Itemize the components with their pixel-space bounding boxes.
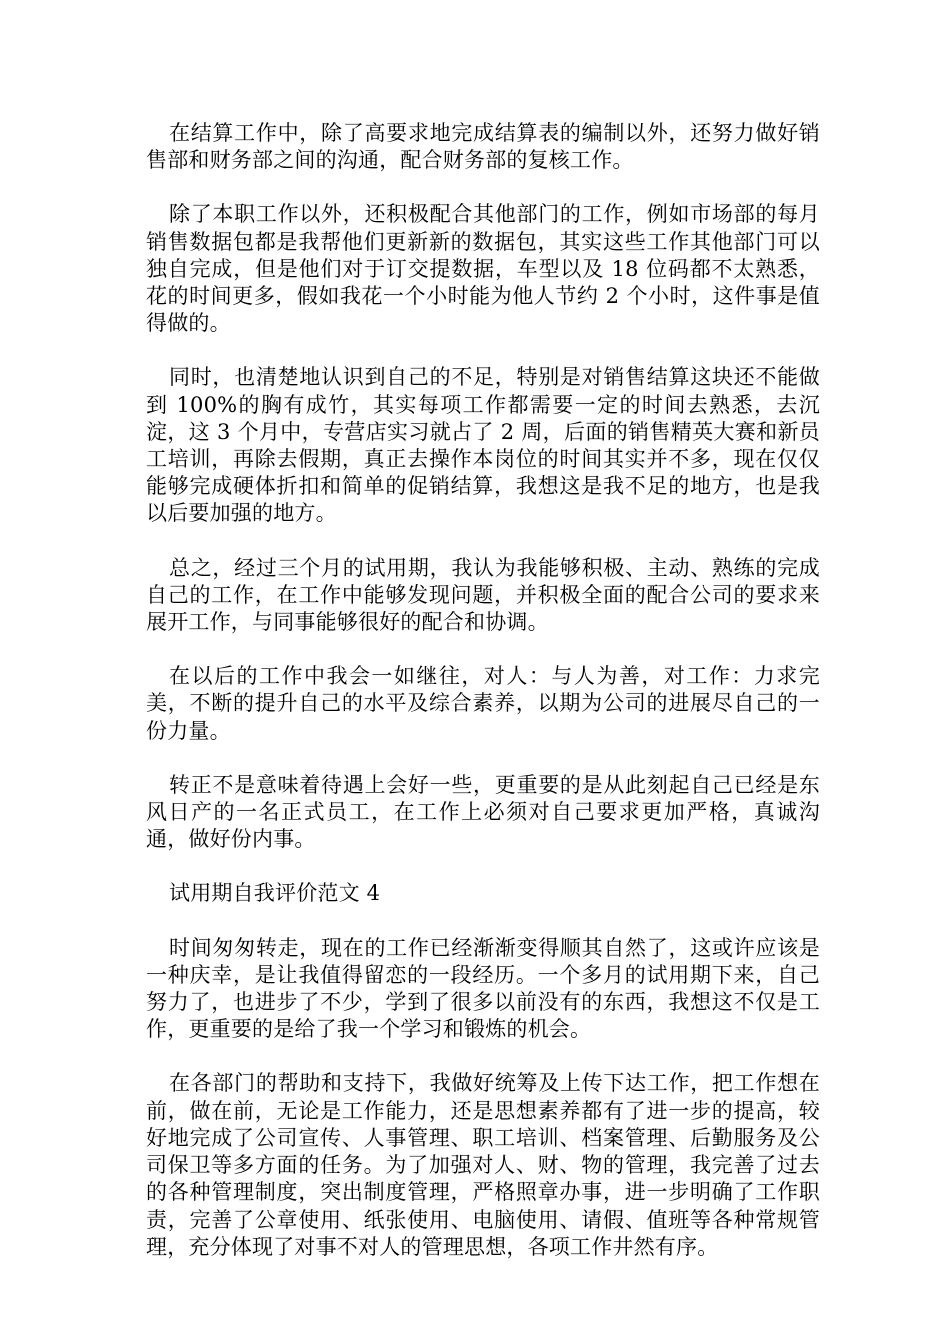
section-heading: 试用期自我评价范文 4 [169,881,381,906]
paragraph-settlement-work: 在结算工作中，除了高要求地完成结算表的编制以外，还努力做好销售部和财务部之间的沟通，配合财务部的复核工作。 [146,121,820,173]
paragraph-formal-employee: 转正不是意味着待遇上会好一些，更重要的是从此刻起自己已经是东风日产的一名正式员工，在工作上必须对自己要求更加严格，真诚沟通，做好份内事。 [146,772,820,852]
paragraph-shortcomings: 同时，也清楚地认识到自己的不足，特别是对销售结算这块还不能做到 100%的胸有成竹，其实每项工作都需要一定的时间去熟悉，去沉淀，这 3 个月中，专营店实习就占了 2 周，后面的销售精英大赛和新员工培训，再除去假期，真正去操作本岗位的时间其实并不多，现在仅仅能够完成硬体折扣和简单的促销结算，我想这是我不足的地方，也是我以后要加强的地方。 [146,365,820,526]
paragraph-department-support: 在各部门的帮助和支持下，我做好统筹及上传下达工作，把工作想在前，做在前，无论是工作能力，还是思想素养都有了进一步的提高，较好地完成了公司宣传、人事管理、职工培训、档案管理、后勤服务及公司保卫等多方面的任务。为了加强对人、财、物的管理，我完善了过去的各种管理制度，突出制度管理，严格照章办事，进一步明确了工作职责，完善了公章使用、纸张使用、电脑使用、请假、值班等各种常规管理，充分体现了对事不对人的管理思想，各项工作井然有序。 [146,1071,820,1259]
paragraph-future-work: 在以后的工作中我会一如继往，对人：与人为善，对工作：力求完美，不断的提升自己的水平及综合素养，以期为公司的进展尽自己的一份力量。 [146,664,820,743]
paragraph-time-passes: 时间匆匆转走，现在的工作已经渐渐变得顺其自然了，这或许应该是一种庆幸，是让我值得留恋的一段经历。一个多月的试用期下来，自己努力了，也进步了不少，学到了很多以前没有的东西，我想这不仅是工作，更重要的是给了我一个学习和锻炼的机会。 [146,935,820,1042]
paragraph-summary: 总之，经过三个月的试用期，我认为我能够积极、主动、熟练的完成自己的工作，在工作中能够发现问题，并积极全面的配合公司的要求来展开工作，与同事能够很好的配合和协调。 [146,555,820,635]
paragraph-cooperation: 除了本职工作以外，还积极配合其他部门的工作，例如市场部的每月销售数据包都是我帮他们更新新的数据包，其实这些工作其他部门可以独自完成，但是他们对于订交提数据，车型以及 18 位码都不太熟悉，花的时间更多，假如我花一个小时能为他人节约 2 个小时，这件事是值得做的。 [146,202,820,336]
document-page [146,120,820,1288]
